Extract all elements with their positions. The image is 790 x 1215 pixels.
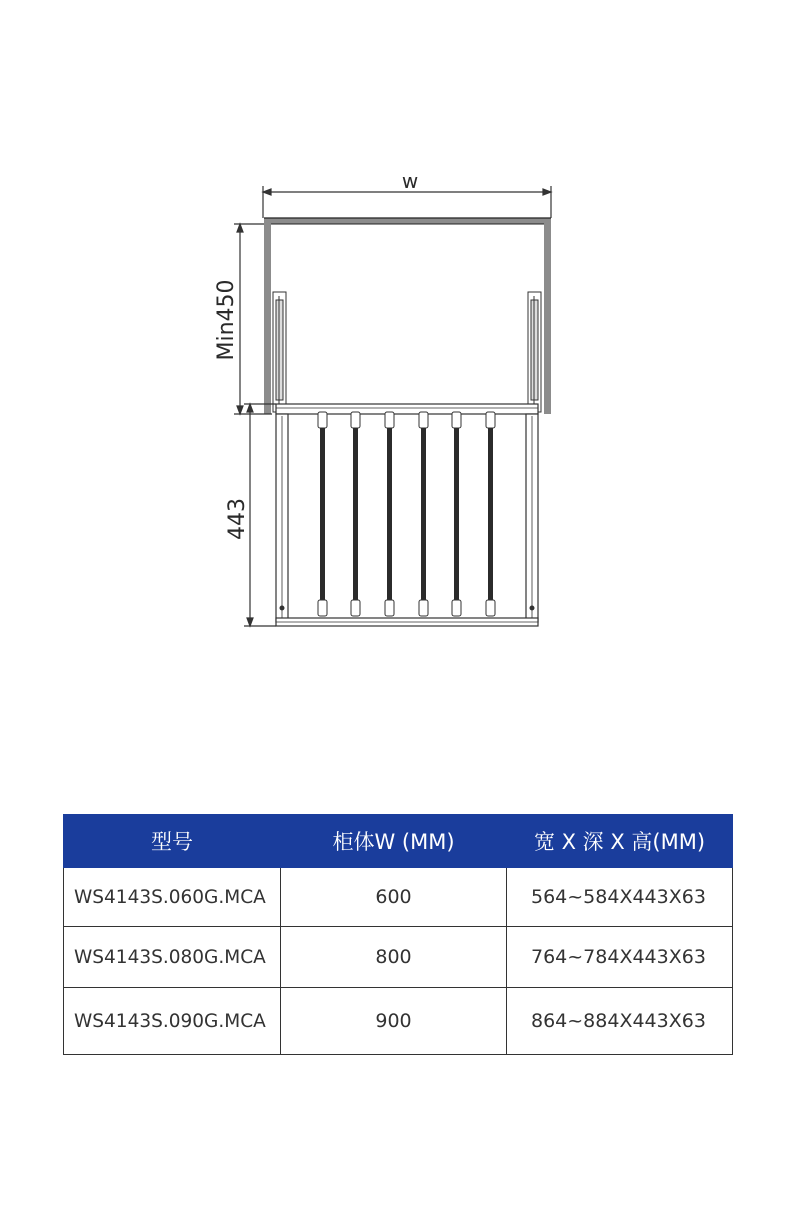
right-runner xyxy=(528,292,541,412)
model-cell: WS4143S.090G.MCA xyxy=(64,988,281,1055)
hanging-rod xyxy=(419,412,428,616)
height-label: Min450 xyxy=(214,279,239,361)
table-header-row xyxy=(64,815,733,868)
width-cell: 800 xyxy=(281,927,507,988)
hanging-rod xyxy=(318,412,327,616)
hanging-rod xyxy=(452,412,461,616)
width-cell: 600 xyxy=(281,868,507,927)
dimensions-cell: 764~784X443X63 xyxy=(507,927,733,988)
hanging-rod xyxy=(385,412,394,616)
spec-table xyxy=(63,814,733,1055)
dimensions-cell: 564~584X443X63 xyxy=(507,868,733,927)
depth-label: 443 xyxy=(225,498,250,540)
table-row xyxy=(64,988,733,1055)
pull-out-basket xyxy=(276,404,538,626)
header-model: 型号 xyxy=(64,815,281,868)
hanging-rods xyxy=(318,412,495,616)
dimensions-cell: 864~884X443X63 xyxy=(507,988,733,1055)
model-cell: WS4143S.080G.MCA xyxy=(64,927,281,988)
left-runner xyxy=(273,292,286,412)
model-cell: WS4143S.060G.MCA xyxy=(64,868,281,927)
width-label: w xyxy=(401,169,419,193)
cabinet-outline xyxy=(264,218,551,414)
table-row xyxy=(64,868,733,927)
header-cabinet-width: 柜体W (MM) xyxy=(281,815,507,868)
hanging-rod xyxy=(351,412,360,616)
hanging-rod xyxy=(486,412,495,616)
width-cell: 900 xyxy=(281,988,507,1055)
header-dimensions: 宽 X 深 X 高(MM) xyxy=(507,815,733,868)
table-row xyxy=(64,927,733,988)
